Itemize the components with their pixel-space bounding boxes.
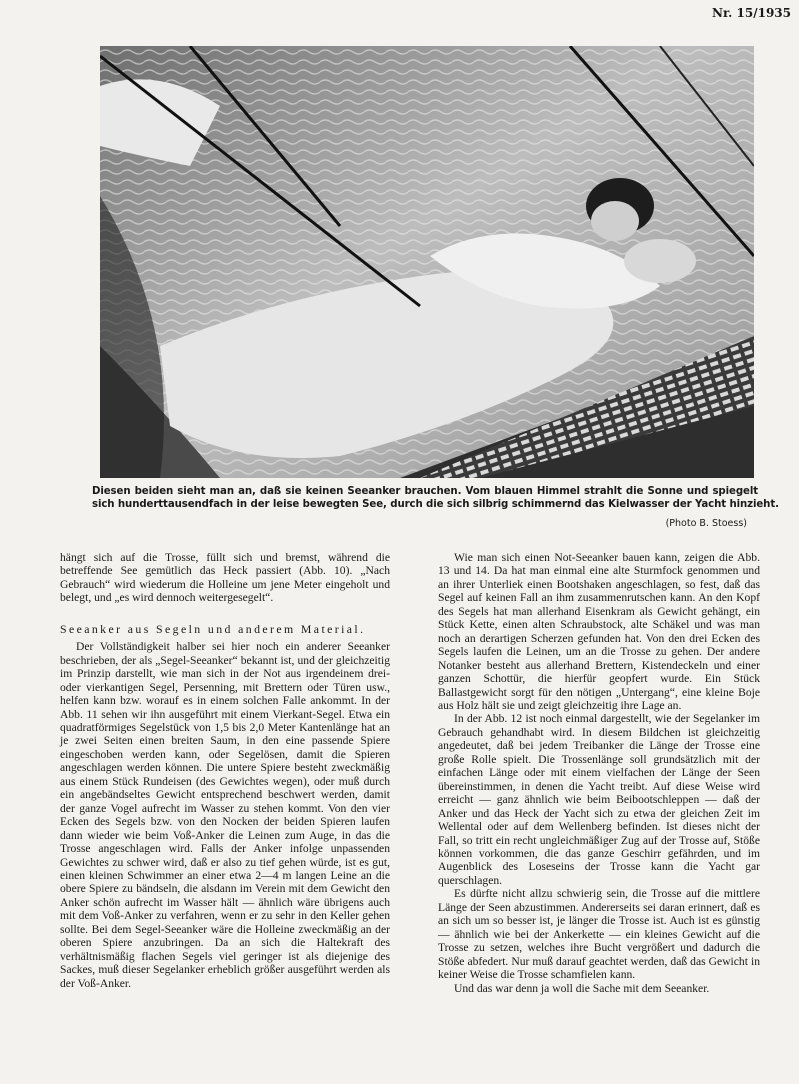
issue-number: Nr. 15/1935 [711,6,791,20]
right-column [438,551,760,995]
paragraph: Und das war denn ja woll die Sache mit dem Seeanker. [454,981,710,995]
sailing-photo [100,46,754,478]
paragraph: Es dürfte nicht allzu schwierig sein, die Trosse auf die mittlere Länge der Seen abzustimmen. Andererseits sei daran erinnert, daß es an sich um so besser ist, je länger die Trosse ist. Auch ist es günstig — ähnlich wie bei der Ankerkette — ein kleines Gewicht auf die Trosse zu setzen, welches ihre Bucht vergrößert und dadurch die Stöße abfedert. Nur muß darauf geachtet werden, daß das Gewicht in keiner Weise die Trosse schamfielen kann. [438,887,760,982]
photo-credit: (Photo B. Stoess) [665,518,747,529]
paragraph: Wie man sich einen Not-Seeanker bauen kann, zeigen die Abb. 13 und 14. Da hat man einmal eine alte Sturmfock genommen und an ihrer Unterliek einen Bootshaken angeschlagen, so fest, daß das Segel auf keinen Fall an ihm zusammenrutschen kann. An den Kopf des Segels hat man allerhand Eisenkram als Gewicht gehängt, ein Stück Kette, einen alten Schraubstock, alte Schäkel und was man noch an derartigen Scherzen gefunden hat. Von den drei Ecken des Segels laufen die Leinen, um an die Trosse zu gehen. Der andere Notanker besteht aus allerhand Brettern, Kistendeckeln und einer ganzen Schottür, die hierfür geopfert wurde. Ein Stück Ballastgewicht sorgt für den nötigen „Untergang“, eine kleine Boje aus Holz hält sie und zeigt gleichzeitig ihre Lage an. [438,551,760,712]
left-column [60,551,390,990]
caption-line: Diesen beiden sieht man an, daß sie keinen Seeanker brauchen. Vom blauen Himmel strahlt die Sonne und spiegelt [92,486,758,497]
photo-image [100,46,754,478]
photo-caption [92,486,779,511]
paragraph: Der Vollständigkeit halber sei hier noch ein anderer Seeanker beschrieben, der als „Segel-Seeanker“ bekannt ist, und der gleichzeitig im Prinzip darstellt, wie man sich in der Not aus irgendeinem drei- oder vierkantigen Segel, Persenning, mit Brettern oder Türen usw., helfen kann bzw. worauf es in einem solchen Falle ankommt. In der Abb. 11 sehen wir ihn ausgeführt mit einem Vierkant-Segel. Etwa ein quadratförmiges Segelstück von 1,5 bis 2,0 Meter Kantenlänge hat an je zwei Seiten einen breiten Saum, in den eine passende Spiere eingeschoben werden kann, oder Segelösen, damit die Spieren angeschlagen werden können. Die untere Spiere besteht zweckmäßig aus einem Stück Rundeisen (des Gewichtes wegen), oder muß durch ein angebändseltes Gewicht entsprechend beschwert werden, damit der ganze Vogel aufrecht im Wasser zu stehen kommt. Von den vier Ecken des Segels bzw. von den Nocken der beiden Spieren laufen dann wieder wie beim Voß-Anker die Leinen zum Auge, in das die Trosse angeschlagen wird. Falls der Anker infolge unpassenden Gewichtes zu schwer wird, daß er also zu tief gehen würde, ist es gut, einen kleinen Schwimmer an einer etwa 2—4 m langen Leine an die obere Spiere zu bändseln, die alsdann im Verein mit dem Gewicht den Anker schön aufrecht im Wasser hält — ähnlich wäre übrigens auch mit dem Voß-Anker zu verfahren, wenn er zu sehr in den Keller gehen sollte. Bei dem Segel-Seeanker wäre die Holleine zweckmäßig an der oberen Spiere anzubringen. Da an sich die Haltekraft des verhältnismäßig flachen Segels viel geringer ist als diejenige des Sackes, muß dieser Segelanker erheblich größer ausgeführt werden als der Voß-Anker. [60,640,390,990]
paragraph: hängt sich auf die Trosse, füllt sich und bremst, während die betreffende See gemütlich das Heck passiert (Abb. 10). „Nach Gebrauch“ wird wiederum die Holleine um jene Meter eingeholt und belegt, und „es wird dennoch weitergesegelt“. [60,551,390,605]
caption-line: sich hunderttausendfach in der leise bewegten See, durch die sich silbrig schimmernd das Kielwasser der Yacht hinzieht. [92,498,779,510]
section-heading: Seeanker aus Segeln und anderem Material. [60,621,366,636]
paragraph: In der Abb. 12 ist noch einmal dargestellt, wie der Segelanker im Gebrauch gehandhabt wird. In diesem Bildchen ist gleichzeitig angedeutet, daß bei jedem Treibanker die Länge der Trosse eine große Rolle spielt. Die Trossenlänge soll grundsätzlich mit der einfachen Länge oder mit einem vielfachen der Länge der Seen übereinstimmen, in denen die Yacht treibt. Auf diese Weise wird erreicht — ganz ähnlich wie beim Beibootschleppen — daß der Anker und das Heck der Yacht sich zu etwa der gleichen Zeit im Wellental oder auf dem Wellenberg befinden. Ist dieses nicht der Fall, so tritt ein recht ungleichmäßiger Zug auf der Trosse auf, Stöße können vorkommen, die das ganze Geschirr gefährden, und im Augenblick des Loseseins der Trosse kann die Yacht gar querschlagen. [438,712,760,887]
